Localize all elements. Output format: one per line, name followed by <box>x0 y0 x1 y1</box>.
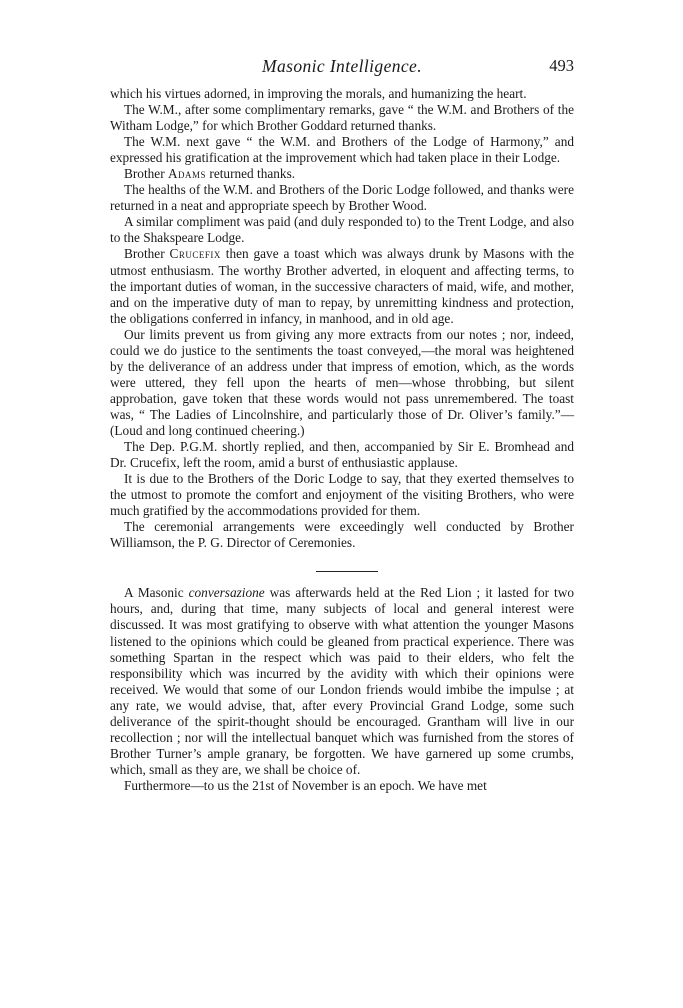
italic-term: conversazione <box>188 585 265 601</box>
paragraph-text: The Dep. P.G.M. shortly replied, and then, accompanied by Sir E. Bromhead and Dr. Crucefix, left the room, amid a burst of enthusiastic applause. <box>110 439 574 471</box>
paragraph <box>110 778 574 794</box>
paragraph <box>110 439 574 471</box>
paragraph <box>110 471 574 519</box>
paragraph <box>110 214 574 246</box>
paragraph-text: A similar compliment was paid (and duly responded to) to the Trent Lodge, and also to the Shakspeare Lodge. <box>110 214 574 246</box>
paragraph-text: The W.M. next gave “ the W.M. and Brothers of the Lodge of Harmony,” and expressed his gratification at the improvement which had taken place in their Lodge. <box>110 134 574 166</box>
small-caps-name: Adams <box>167 166 207 182</box>
paragraph <box>110 86 574 102</box>
paragraph <box>110 327 574 439</box>
paragraph <box>110 246 574 326</box>
paragraph-text: It is due to the Brothers of the Doric Lodge to say, that they exerted themselves to the utmost to promote the comfort and enjoyment of the visiting Brothers, who were much gratified by the accommodations provided for them. <box>110 471 574 519</box>
paragraph-text: then gave a toast which was always drunk by Masons with the utmost enthusiasm. The worthy Brother adverted, in eloquent and affecting terms, to the important duties of woman, in the successive characters of maid, wife, and mother, and on the imperative duty of man to repay, by unremitting kindness and protection, the obligations conferred in infancy, in manhood, and in old age. <box>110 246 574 326</box>
paragraph-text: The healths of the W.M. and Brothers of the Doric Lodge followed, and thanks were returned in a neat and appropriate speech by Brother Wood. <box>110 182 574 214</box>
page-number: 493 <box>549 56 574 75</box>
paragraph <box>110 102 574 134</box>
paragraph-text: was afterwards held at the Red Lion ; it lasted for two hours, and, during that time, many subjects of local and general interest were discussed. It was most gratifying to observe with what attention the younger Masons listened to the opinions which could be gleaned from practical experience. There was something Spartan in the respect which was paid to their elders, who felt the responsibility which was incurred by the avidity with which their opinions were received. We would that some of our London friends would imbibe the impulse ; at any rate, we would advise, that, after every Provincial Grand Lodge, some such deliverance of the spirit-thought should be encouraged. Grantham will live in our recollection ; nor will the intellectual banquet which was furnished from the stores of Brother Turner’s ample granary, be forgotten. We have garnered up some crumbs, which, small as they are, we shall be choice of. <box>110 585 575 777</box>
paragraph <box>110 166 574 182</box>
paragraph <box>110 134 574 166</box>
paragraph <box>110 182 574 214</box>
article-body-part-2 <box>110 585 574 794</box>
section-divider <box>110 551 574 585</box>
divider-rule <box>316 571 378 572</box>
paragraph <box>110 585 574 778</box>
paragraph-text: Brother <box>124 246 170 262</box>
document-page <box>110 52 574 794</box>
paragraph-text: Our limits prevent us from giving any more extracts from our notes ; nor, indeed, could we do justice to the sentiments the toast conveyed,—the moral was heightened by the deliverance of an address under that impress of emotion, which, as the words were uttered, they fell upon the hearts of men—whose throbbing, but silent approbation, gave token that these words would not pass unremembered. The toast was, “ The Ladies of Lincolnshire, and particularly those of Dr. Oliver’s family.”—(Loud and long continued cheering.) <box>110 326 574 438</box>
paragraph-text: A Masonic <box>124 585 189 601</box>
paragraph-text: The ceremonial arrangements were exceedingly well conducted by Brother Williamson, the P. G. Director of Ceremonies. <box>110 519 574 551</box>
paragraph-text: Furthermore—to us the 21st of November is an epoch. We have met <box>124 777 487 793</box>
small-caps-name: Crucefix <box>169 246 221 262</box>
article-body-part-1 <box>110 86 574 551</box>
paragraph-text: returned thanks. <box>206 166 296 182</box>
running-title: Masonic Intelligence. <box>261 56 422 76</box>
paragraph-text: which his virtues adorned, in improving the morals, and humanizing the heart. <box>110 86 527 101</box>
paragraph-text: Brother <box>124 166 168 182</box>
paragraph <box>110 519 574 551</box>
page-header <box>110 52 574 86</box>
paragraph-text: The W.M., after some complimentary remarks, gave “ the W.M. and Brothers of the Witham Lodge,” for which Brother Goddard returned thanks. <box>110 102 574 134</box>
